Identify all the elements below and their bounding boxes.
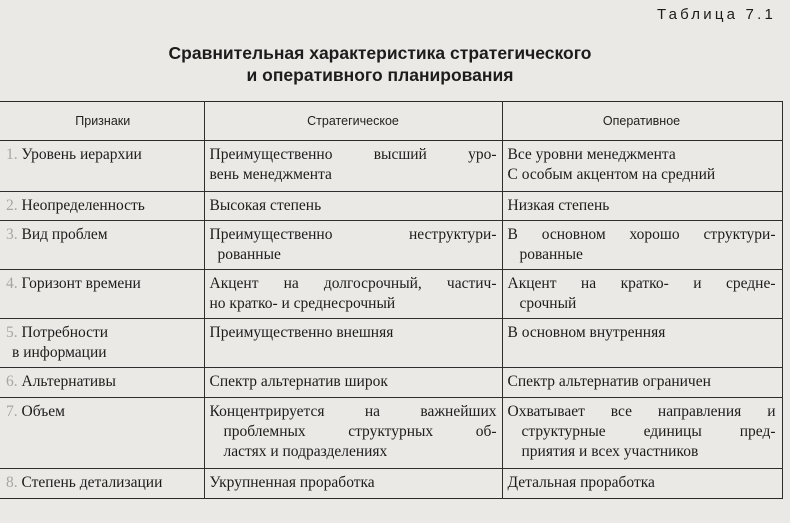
table-row bbox=[0, 319, 782, 368]
strategic-line: но кратко- и среднесрочный bbox=[209, 295, 396, 312]
strategic-line: Концентрируется на важнейших bbox=[209, 403, 497, 420]
operative-line: Акцент на кратко- и средне- bbox=[507, 275, 776, 292]
criterion-cell bbox=[0, 221, 204, 270]
row-number: 2. bbox=[6, 197, 18, 214]
operative-line: В основном хорошо структури- bbox=[507, 226, 776, 243]
strategic-line: вень менеджмента bbox=[209, 166, 332, 183]
criterion-text: в информации bbox=[12, 344, 107, 361]
criterion-cell bbox=[0, 141, 204, 192]
operative-line: С особым акцентом на средний bbox=[507, 166, 716, 183]
title-line-2: и оперативного планирования bbox=[246, 65, 514, 85]
operative-cell bbox=[502, 319, 782, 368]
operative-line: Охватывает все направления и bbox=[507, 403, 776, 420]
table-row bbox=[0, 141, 782, 192]
title-line-1: Сравнительная характеристика стратегического bbox=[168, 43, 592, 63]
criterion-text: Неопределенность bbox=[21, 197, 145, 214]
strategic-cell bbox=[204, 270, 502, 319]
table-title bbox=[100, 42, 660, 86]
operative-cell bbox=[502, 469, 782, 499]
comparison-table bbox=[0, 101, 783, 499]
header-operative: Оперативное bbox=[502, 102, 782, 141]
row-number: 6. bbox=[6, 373, 18, 390]
criterion-cell bbox=[0, 469, 204, 499]
operative-cell bbox=[502, 192, 782, 221]
criterion-text: Степень детализации bbox=[21, 474, 163, 491]
operative-line: Все уровни менеджмента bbox=[507, 146, 676, 163]
table-row bbox=[0, 469, 782, 499]
criterion-text: Горизонт времени bbox=[21, 275, 141, 292]
strategic-cell bbox=[204, 141, 502, 192]
strategic-line: Укрупненная проработка bbox=[209, 474, 375, 491]
table-header-row bbox=[0, 102, 782, 141]
strategic-line: Преимущественно высший уро- bbox=[209, 146, 497, 163]
criterion-cell bbox=[0, 319, 204, 368]
criterion-text: Альтернативы bbox=[21, 373, 116, 390]
strategic-line: Акцент на долгосрочный, частич- bbox=[209, 275, 497, 292]
row-number: 4. bbox=[6, 275, 18, 292]
row-number: 3. bbox=[6, 226, 18, 243]
strategic-cell bbox=[204, 469, 502, 499]
strategic-line: Преимущественно неструктури- bbox=[209, 226, 497, 243]
operative-line: Низкая степень bbox=[507, 197, 610, 214]
header-strategic: Стратегическое bbox=[204, 102, 502, 141]
criterion-cell bbox=[0, 368, 204, 398]
strategic-line: ластях и подразделениях bbox=[223, 443, 388, 460]
strategic-cell bbox=[204, 319, 502, 368]
row-number: 8. bbox=[6, 474, 18, 491]
strategic-cell bbox=[204, 368, 502, 398]
strategic-cell bbox=[204, 398, 502, 469]
operative-line: В основном внутренняя bbox=[507, 324, 666, 341]
criterion-cell bbox=[0, 398, 204, 469]
row-number: 7. bbox=[6, 403, 18, 420]
strategic-line: Высокая степень bbox=[209, 197, 322, 214]
row-number: 5. bbox=[6, 324, 18, 341]
table-row bbox=[0, 192, 782, 221]
operative-cell bbox=[502, 221, 782, 270]
criterion-text: Уровень иерархии bbox=[21, 146, 142, 163]
criterion-text: Потребности bbox=[21, 324, 109, 341]
strategic-cell bbox=[204, 192, 502, 221]
operative-line: срочный bbox=[519, 295, 577, 312]
table-row bbox=[0, 221, 782, 270]
criterion-text: Объем bbox=[21, 403, 65, 420]
operative-line: рованные bbox=[519, 246, 583, 263]
operative-cell bbox=[502, 368, 782, 398]
table-row bbox=[0, 270, 782, 319]
strategic-line: Спектр альтернатив широк bbox=[209, 373, 388, 390]
row-number: 1. bbox=[6, 146, 18, 163]
operative-cell bbox=[502, 270, 782, 319]
strategic-line: проблемных структурных об- bbox=[223, 423, 497, 440]
header-criteria: Признаки bbox=[0, 102, 204, 141]
strategic-cell bbox=[204, 221, 502, 270]
operative-line: Спектр альтернатив ограничен bbox=[507, 373, 711, 390]
criterion-cell bbox=[0, 192, 204, 221]
operative-line: Детальная проработка bbox=[507, 474, 655, 491]
operative-cell bbox=[502, 141, 782, 192]
strategic-line: Преимущественно внешняя bbox=[209, 324, 394, 341]
criterion-cell bbox=[0, 270, 204, 319]
operative-cell bbox=[502, 398, 782, 469]
table-row bbox=[0, 398, 782, 469]
operative-line: приятия и всех участников bbox=[521, 443, 699, 460]
table-label: Таблица 7.1 bbox=[656, 6, 776, 23]
operative-line: структурные единицы пред- bbox=[521, 423, 776, 440]
table-row bbox=[0, 368, 782, 398]
strategic-line: рованные bbox=[217, 246, 281, 263]
criterion-text: Вид проблем bbox=[21, 226, 108, 243]
